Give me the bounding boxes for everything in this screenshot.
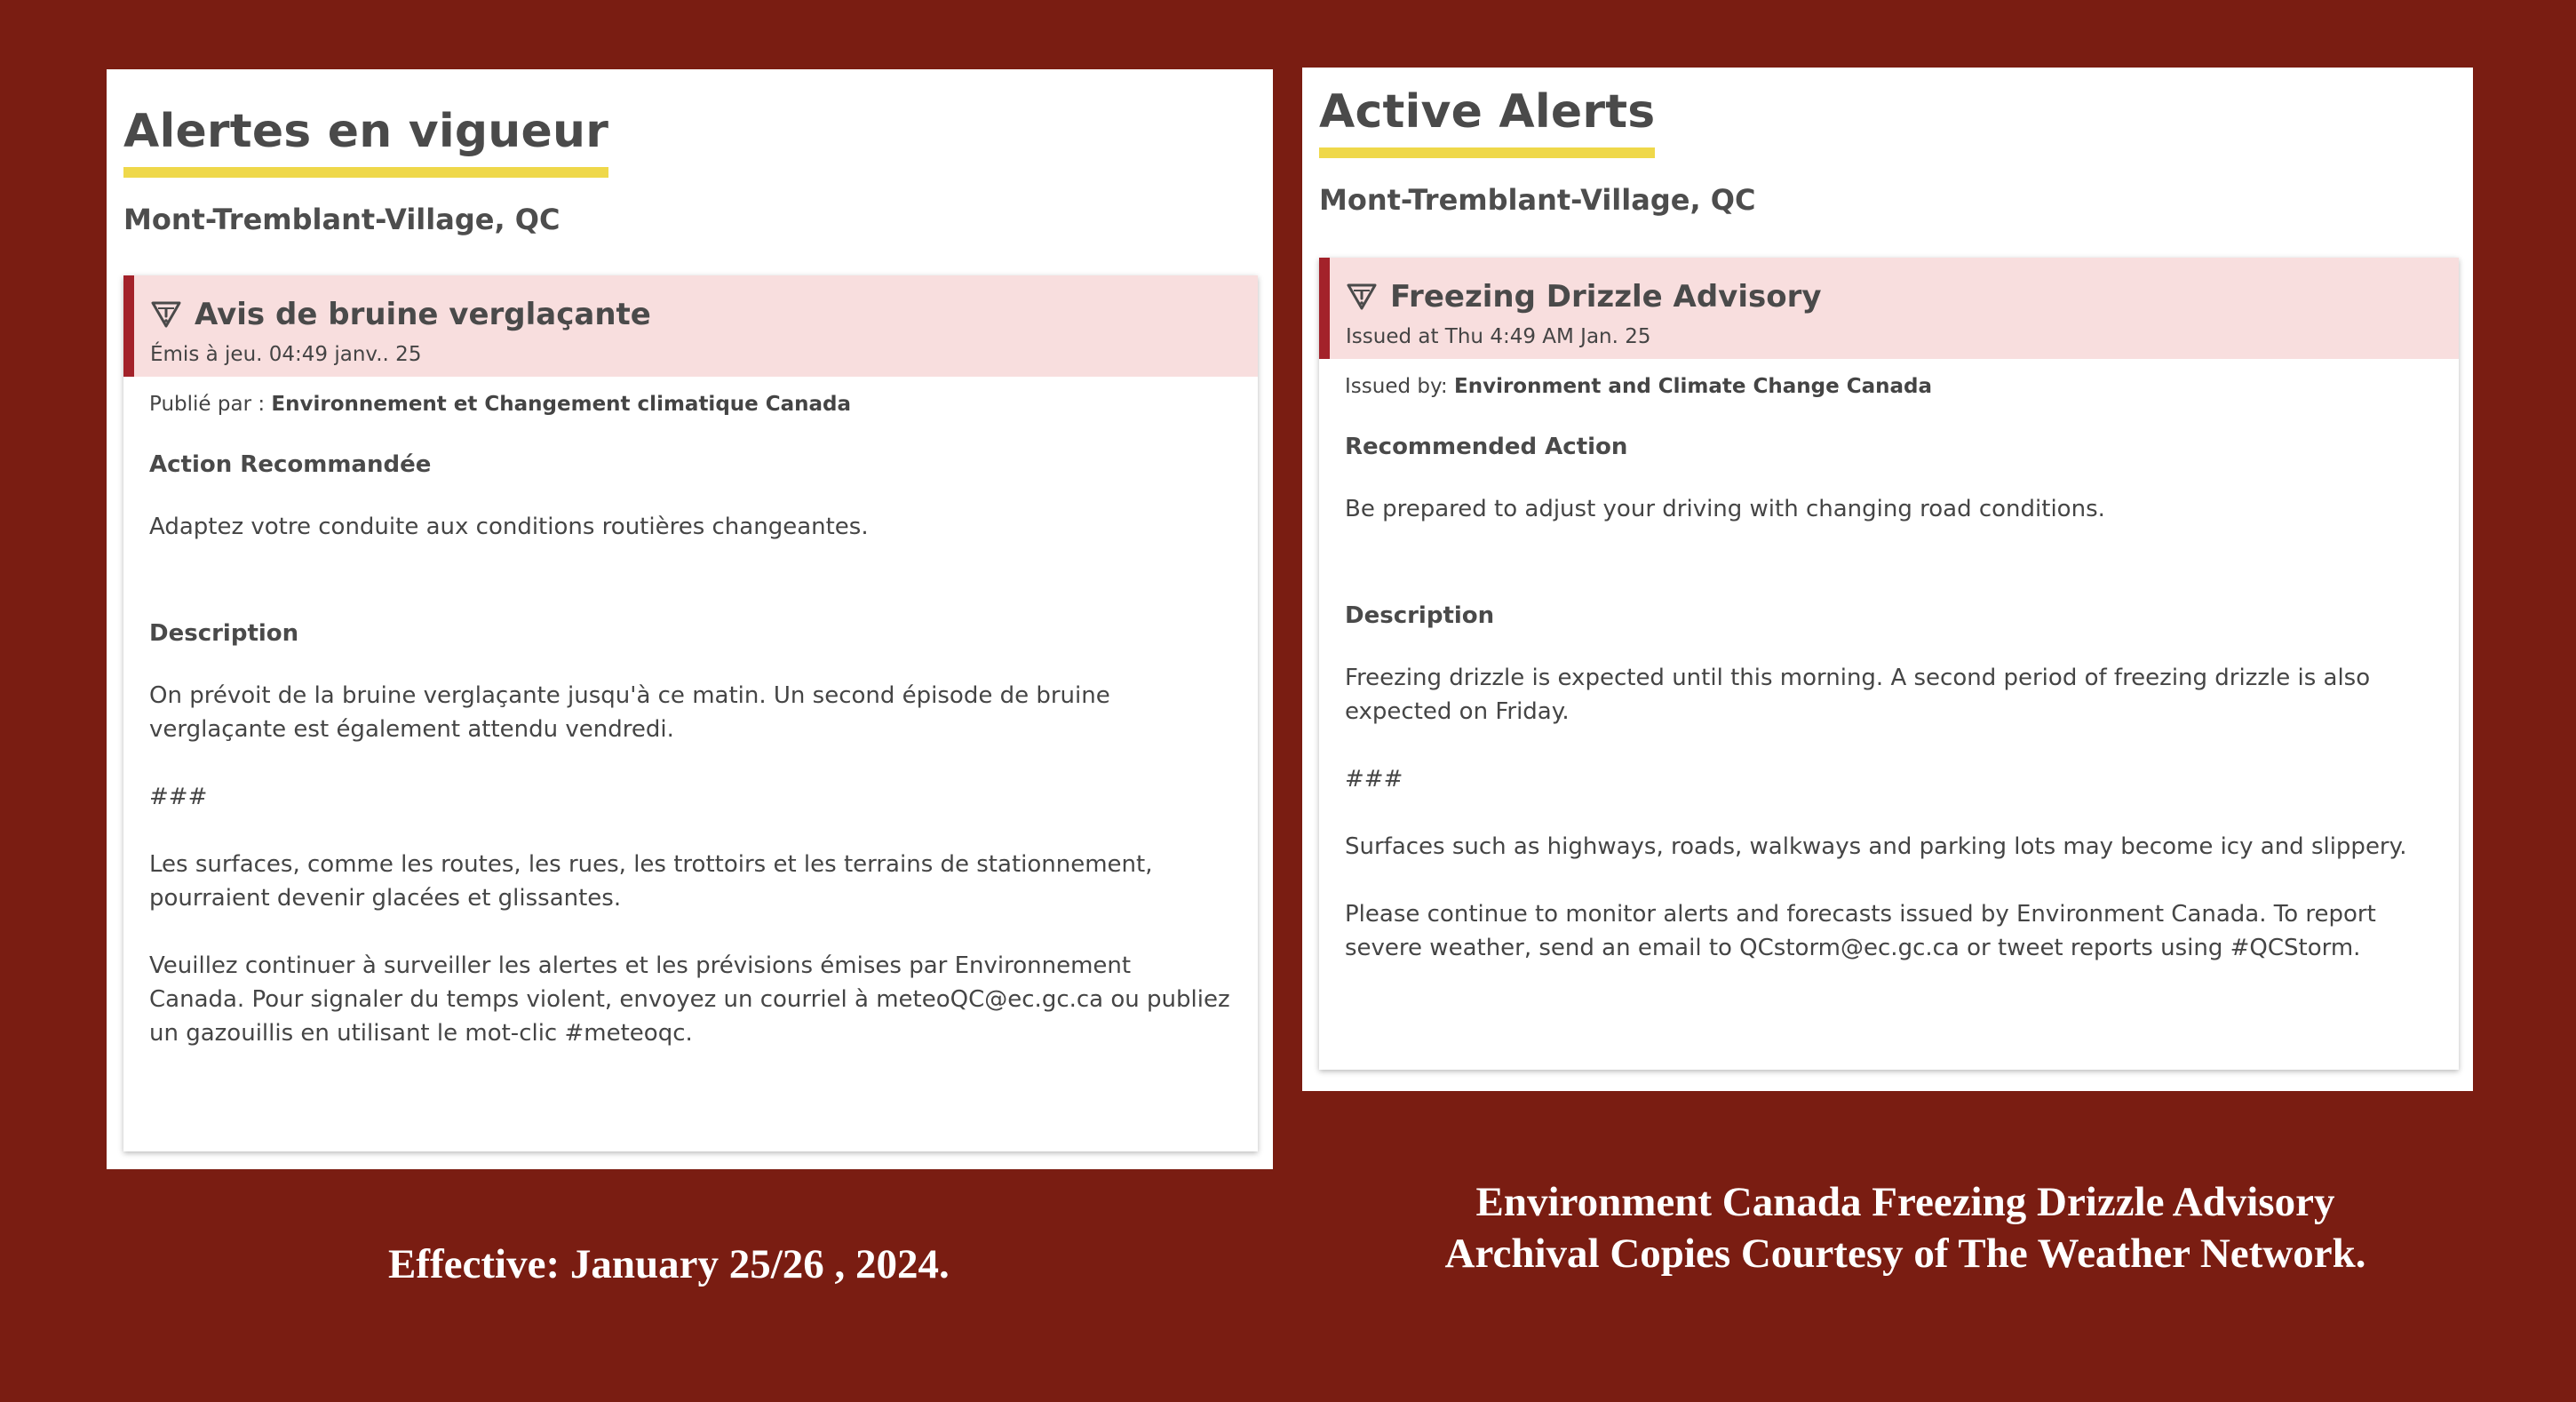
- location-label: Mont-Tremblant-Village, QC: [123, 203, 561, 236]
- issuer-line: [149, 393, 1231, 416]
- issuer-prefix: Publié par :: [149, 393, 272, 416]
- action-text: Adaptez votre conduite aux conditions routières changeantes.: [149, 514, 869, 540]
- issuer-prefix: Issued by:: [1345, 375, 1454, 398]
- description-paragraph: Veuillez continuer à surveiller les alertes et les prévisions émises par Environnement Canada. Pour signaler du temps violent, envoyez un courriel à meteoQC@ec.gc.ca ou publiez un gazouillis en utilisant le mot-clic #meteoqc.: [149, 952, 1230, 1047]
- alert-card: [1319, 258, 2459, 1070]
- archival-caption: [1403, 1176, 2407, 1279]
- warning-triangle-icon: [1346, 283, 1378, 311]
- description-paragraph: Les surfaces, comme les routes, les rues, les trottoirs et les terrains de stationnement, pourraient devenir glacées et glissantes.: [149, 851, 1153, 912]
- archival-caption-line: Environment Canada Freezing Drizzle Advisory: [1475, 1179, 2335, 1225]
- alert-card-header[interactable]: [123, 275, 1258, 377]
- alert-card-header[interactable]: [1319, 258, 2459, 359]
- description-separator: ###: [149, 784, 208, 810]
- effective-date-caption: Effective: January 25/26 , 2024.: [388, 1241, 950, 1287]
- issuer-line: [1345, 375, 2432, 398]
- archival-caption-line: Archival Copies Courtesy of The Weather Network.: [1444, 1231, 2366, 1277]
- alert-title: Avis de bruine verglaçante: [195, 297, 651, 332]
- issuer-name: Environment and Climate Change Canada: [1454, 375, 1933, 398]
- alerts-panel-french: [107, 69, 1273, 1169]
- description-paragraph: Freezing drizzle is expected until this morning. A second period of freezing drizzle is also expected on Friday.: [1345, 665, 2371, 725]
- page-title: Alertes en vigueur: [123, 108, 608, 178]
- location-label: Mont-Tremblant-Village, QC: [1319, 183, 1756, 217]
- alert-card-body: [1319, 359, 2459, 965]
- alert-issued-time: Émis à jeu. 04:49 janv.. 25: [150, 343, 422, 366]
- alert-issued-time: Issued at Thu 4:49 AM Jan. 25: [1346, 325, 1651, 348]
- alert-card-body: [123, 377, 1258, 1050]
- action-text: Be prepared to adjust your driving with changing road conditions.: [1345, 496, 2105, 522]
- warning-triangle-icon: [150, 300, 182, 329]
- page-title: Active Alerts: [1319, 89, 1655, 158]
- issuer-name: Environnement et Changement climatique Canada: [271, 393, 852, 416]
- alert-title: Freezing Drizzle Advisory: [1390, 279, 1822, 315]
- action-heading: Recommended Action: [1345, 434, 1628, 460]
- action-heading: Action Recommandée: [149, 451, 432, 478]
- description-paragraph: Surfaces such as highways, roads, walkways and parking lots may become icy and slippery.: [1345, 833, 2407, 860]
- description-paragraph: Please continue to monitor alerts and forecasts issued by Environment Canada. To report severe weather, send an email to QCstorm@ec.gc.ca or tweet reports using #QCStorm.: [1345, 901, 2376, 961]
- description-heading: Description: [1345, 602, 1495, 629]
- alerts-panel-english: [1302, 68, 2473, 1091]
- description-separator: ###: [1345, 766, 1403, 793]
- description-heading: Description: [149, 620, 299, 647]
- description-paragraph: On prévoit de la bruine verglaçante jusqu'à ce matin. Un second épisode de bruine verglaçante est également attendu vendredi.: [149, 682, 1110, 743]
- alert-card: [123, 275, 1258, 1151]
